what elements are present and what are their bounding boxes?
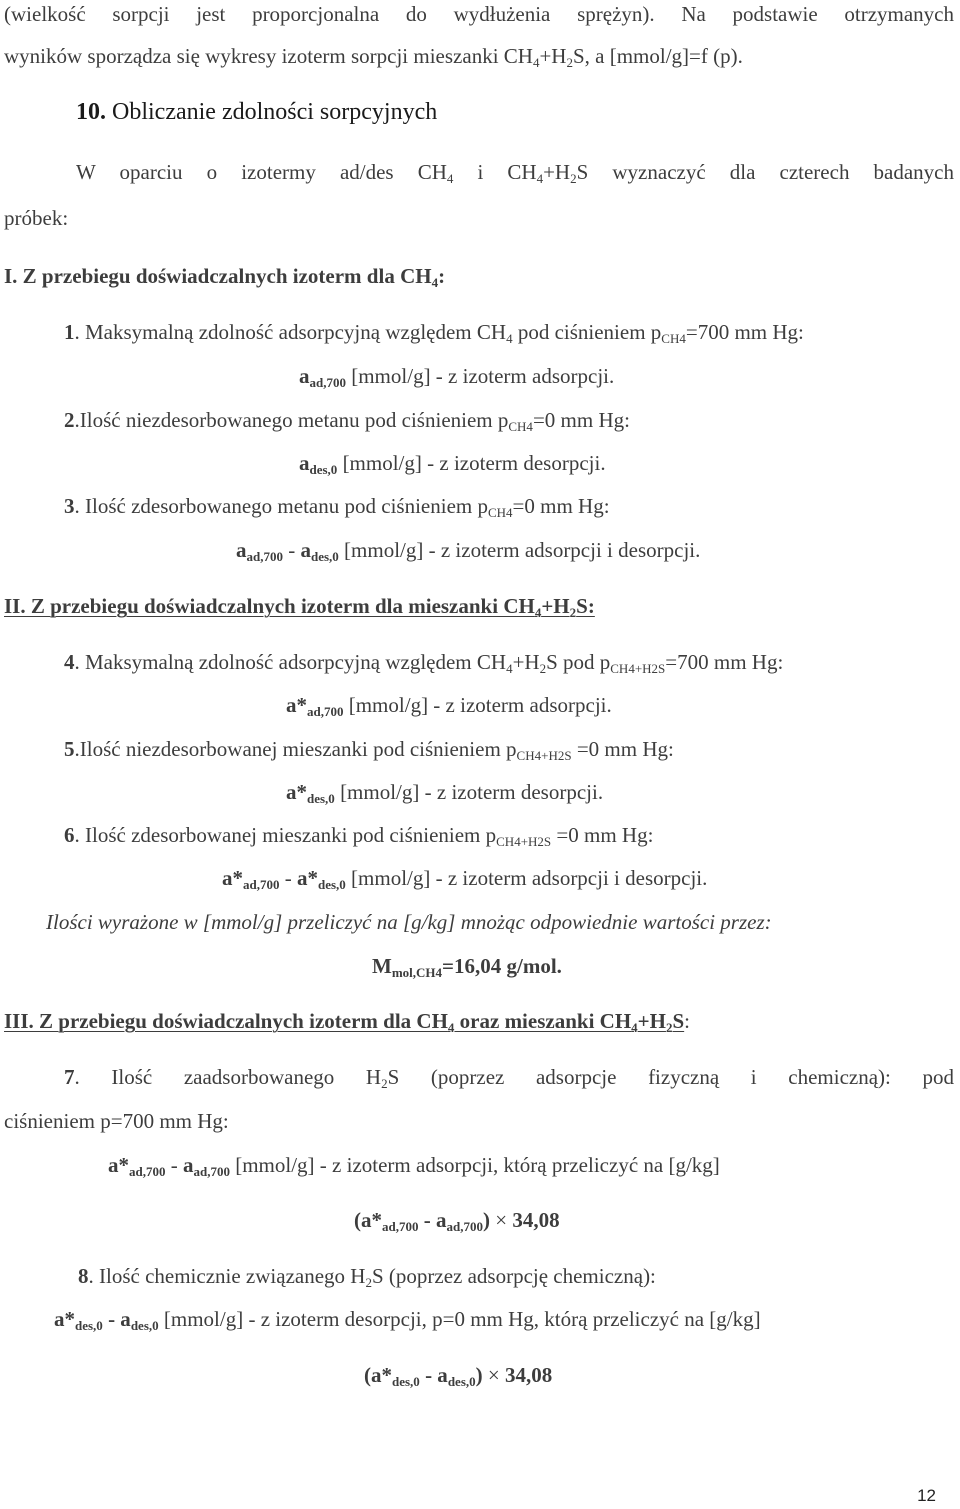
item-8-calculation: $(a*_{des,0} - a_{des,0}) \times 34,08$ — [364, 1363, 553, 1389]
intro-line-2: wyników sporządza się wykresy izoterm sorpcji mieszanki $CH_4+H_2S$, a [mmol/g]=f (p). — [4, 44, 743, 70]
intro-line-1: (wielkość sorpcji jest proporcjonalna do wydłużenia sprężyn). Na podstawie otrzymanych — [4, 2, 954, 26]
part-i-heading: I. Z przebiegu doświadczalnych izoterm dla $CH_4$: — [4, 264, 446, 290]
item-6: 6. Ilość zdesorbowanej mieszanki pod ciśnieniem $p_{CH4+H2S} =0$ mm Hg: — [64, 823, 654, 849]
item-7-formula: $a*_{ad,700} - a_{ad,700}$ [mmol/g] - z izoterm adsorpcji, którą przeliczyć na [g/kg] — [108, 1153, 720, 1179]
item-4: 4. Maksymalną zdolność adsorpcyjną względem $CH_4+H_2S$ pod $p_{CH4+H2S}=700$ mm Hg: — [64, 650, 784, 676]
item-1-formula: $a_{ad,700}$ [mmol/g] - z izoterm adsorpcji. — [299, 364, 615, 390]
item-8: 8. Ilość chemicznie związanego $H_2S$ (poprzez adsorpcję chemiczną): — [78, 1264, 656, 1290]
item-3-formula: $a_{ad,700} - a_{des,0}$ [mmol/g] - z izoterm adsorpcji i desorpcji. — [236, 538, 701, 564]
section-intro-line-1: W oparciu o izotermy ad/des $CH_4$ i $CH_4+H_2S$ wyznaczyć dla czterech badanych — [76, 160, 955, 186]
molar-mass: $M_{mol,CH4}=16,04$ g/mol. — [372, 954, 562, 980]
item-1: 1. Maksymalną zdolność adsorpcyjną względem $CH_4$ pod ciśnieniem $p_{CH4}=700$ mm Hg: — [64, 320, 804, 346]
page-number: 12 — [917, 1486, 936, 1505]
item-3: 3. Ilość zdesorbowanego metanu pod ciśnieniem $p_{CH4}=0$ mm Hg: — [64, 494, 610, 520]
item-6-formula: $a*_{ad,700} - a*_{des,0}$ [mmol/g] - z izoterm adsorpcji i desorpcji. — [222, 866, 708, 892]
item-7: 7. Ilość zaadsorbowanego $H_2S$ (poprzez adsorpcje fizyczną i chemiczną): pod — [64, 1065, 955, 1091]
part-ii-heading: II. Z przebiegu doświadczalnych izoterm dla mieszanki $CH_4+H_2S$: — [4, 594, 595, 620]
item-5-formula: $a*_{des,0}$ [mmol/g] - z izoterm desorpcji. — [286, 780, 604, 806]
item-2: 2.Ilość niezdesorbowanego metanu pod ciśnieniem $p_{CH4}=0$ mm Hg: — [64, 408, 630, 434]
item-5: 5.Ilość niezdesorbowanej mieszanki pod ciśnieniem $p_{CH4+H2S} =0$ mm Hg: — [64, 737, 674, 763]
section-heading — [76, 100, 437, 124]
item-4-formula: $a*_{ad,700}$ [mmol/g] - z izoterm adsorpcji. — [286, 693, 612, 719]
item-7-continued: ciśnieniem p=700 mm Hg: — [4, 1109, 229, 1133]
part-iii-heading: III. Z przebiegu doświadczalnych izoterm dla $CH_4$ oraz mieszanki $CH_4+H_2S$: — [4, 1009, 690, 1035]
conversion-note: Ilości wyrażone w [mmol/g] przeliczyć na [g/kg] mnożąc odpowiednie wartości przez: — [46, 910, 772, 934]
section-intro-line-2: próbek: — [4, 206, 69, 230]
item-2-formula: $a_{des,0}$ [mmol/g] - z izoterm desorpcji. — [299, 451, 606, 477]
item-8-formula: $a*_{des,0} - a_{des,0}$ [mmol/g] - z izoterm desorpcji, p=0 mm Hg, którą przeliczyć na [g/kg] — [54, 1307, 761, 1333]
item-7-calculation: $(a*_{ad,700} - a_{ad,700}) \times 34,08$ — [354, 1208, 560, 1234]
section-title: Obliczanie zdolności sorpcyjnych — [112, 99, 438, 125]
section-number: 10. — [76, 99, 106, 125]
